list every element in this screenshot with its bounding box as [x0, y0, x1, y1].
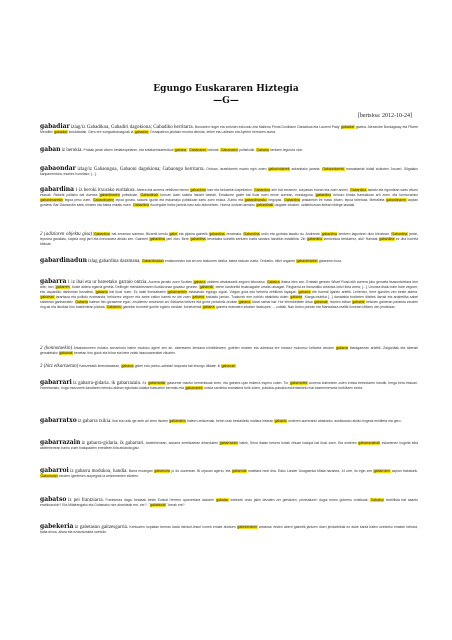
headword-highlight: gabarra	[238, 300, 251, 304]
entry-gloss: izlag/iz Gabadikoa, Gabadiri dagokiona; Gabadiko herritarra.	[70, 125, 194, 130]
headword-highlight: Gabardina	[133, 203, 149, 207]
headword-highlight: Gabardinak	[140, 193, 159, 197]
headword-highlight: Gabardinadun	[142, 259, 164, 263]
headword-highlight: Gabardina	[254, 188, 270, 192]
headword-highlight: Gabaondarrek	[322, 167, 345, 171]
headword-highlight: Gabardinaren	[93, 198, 114, 202]
headword-highlight: gabardina	[321, 232, 337, 236]
entry-headword: gabekeria	[40, 523, 74, 530]
entry-body: Gabardinadun emakumezko bat ari zen txakurren dekka, katea eskuan zuela. Ordueko, hiltzt ongaren gabardinadun gizasemo hura.	[142, 259, 343, 263]
headword-highlight: Gabatso	[370, 498, 384, 502]
entry-gaban	[40, 147, 418, 153]
headword-highlight: gabarroien	[373, 469, 391, 473]
headword-highlight: gabarroira	[154, 469, 170, 473]
headword-highlight: gabardina	[190, 237, 206, 241]
entry-gloss: iz gabarra modukoa, handia.	[70, 469, 128, 474]
headword-highlight: gabarra	[202, 305, 215, 309]
entry-gabarrazain	[40, 440, 418, 451]
headword-highlight: gabardina	[190, 188, 206, 192]
entry-gloss: 1 iz beroki itxurako euritakoa.	[75, 188, 136, 193]
entry-headword: gabarroi	[40, 467, 69, 474]
entry-gabarratxo	[40, 418, 418, 424]
headword-highlight: gabarrak	[199, 285, 214, 289]
headword-highlight: Gabardina	[93, 232, 110, 236]
entry-gabardina	[40, 187, 418, 208]
headword-highlight: gabarra	[192, 295, 205, 299]
entry-body: Ez gabarrariak gizaseme mantur kementsuak ziren, eta gainera ujan eskerra espero zuten. Tur gabarrariek aurrena buitxetzen zuten entzia trebeziaren handik, herga bera eskuan. Hometanako, hoga mutzurrek kanalaren beheko aldean egindako kaiaka batzueten bermatu eta gabarrariek ontzia sarrileka eramatera turik zuten, putxaka-putxaka eskeriaeldeko bai baztermierantz hurbiltzen zirela.	[40, 381, 418, 390]
headword-highlight: gabarra	[95, 290, 108, 294]
headword-highlight: gabarrariak	[148, 381, 166, 385]
headword-highlight: gabardinak	[256, 203, 274, 207]
headword-highlight: gabardina	[149, 237, 165, 241]
entry-gabatso	[40, 497, 418, 508]
entry-headword: gabaondar	[40, 165, 76, 172]
headword-highlight: gabarrak	[314, 300, 328, 304]
entry-gabaondar	[40, 166, 418, 177]
headword-highlight: gabatsoak	[150, 503, 166, 507]
headword-highlight: gabaldu	[274, 419, 287, 423]
entry-gabarra	[40, 279, 418, 310]
entry-gloss: 3 (hitz elkartuetan)	[40, 364, 79, 369]
letter-heading: —G—	[213, 96, 239, 106]
entry-body: Kentuaren kopiatan berean bada mindurl-linturi honek emate ahotsen gabekeriaren arrastoa: festeo aberri gainetik jantzen duen jendartekak ez duke kanta baten ozetzeko ematen behara, batia ainoa, ailara eta ezizuntzakea ozeboki.	[40, 525, 418, 534]
headword-highlight: gabardina	[307, 237, 323, 241]
headword-highlight: gabarrak	[59, 351, 73, 355]
entry-gloss: iz pei frantziarra.	[68, 498, 104, 503]
entry-headword: gabarra	[40, 278, 67, 285]
headword-highlight: gabarrazain	[219, 441, 238, 445]
headword-highlight: Gabanaren	[220, 148, 238, 152]
headword-highlight: Gabarren	[106, 305, 122, 309]
headword-highlight: gabardina	[209, 232, 225, 236]
entry-headword: gabardina	[40, 186, 75, 193]
entry-gloss: iz gabetasun gaitzesgarria.	[74, 525, 129, 530]
entry-body: Burularen hogei eta zortzian eskondu zira Mallena Prima Donibane Garazikoa eta Laurent Pady gabadiar gaztea. Alexandre Bordagaray eta Pilarre Mendibil gabadiar kondatariak. Gero ere zorigaiztokoagoak la gabadiar. Donapaleun jaiotako muntra dinmak, lehen eta Lallesen eta Ayerbe herriaren aurka.	[40, 125, 418, 134]
entry-body: Gabardina bat zeraman soinean. Bizarrik kendu gabe eta pijama gainetik gabardina zeraimala. Gabardina urdin eta gorbata lasaitu du. Andrenek gabardina kentzen laguntzen dion biloztean. Gabardina jantzi, lepoxea gaustatu, kapela ongi jarri eta itxeoranetz abiatu zen. Gaineen gabardina jarri zion. Bere gabardina benebaka solnetik kentzen zuela samara handikin estalirikia. Ziri gabardina zientzekoa belduerez, ala? Hainbat gabardina ez dira horrela bilduak.	[40, 232, 418, 246]
headword-highlight: Gabarra	[267, 280, 280, 284]
headword-highlight: gabardinarako	[244, 198, 267, 202]
entry-gloss: iz gabarra-gidaria. ik gabarrari.	[81, 441, 145, 446]
headword-highlight: gabarrik	[352, 300, 365, 304]
entry-body: Arkatzaruneen estutuz sorranbutu baten moduko agerri zen ari, abereiaren kerdana kimbildearen, goteten mozten eta adrekola ere hansez mokurruz beltzeta zeuden gabarra ibaragarrean arteltik. Zalgurdiak eta abenak gersatetako gabarrak benetan hiru gizuk eta bihar eta bere zelak itsasorazerabet zituzten.	[40, 346, 418, 355]
dictionary-title: Egungo Euskararen Hiztegia	[153, 84, 299, 94]
headword-highlight: gabadiar	[54, 130, 68, 134]
headword-highlight: Gabarroian	[40, 474, 58, 478]
headword-highlight: Gabardina	[391, 232, 408, 236]
entry-headword: gabatso	[40, 496, 67, 503]
headword-highlight: gabarran	[40, 295, 55, 299]
headword-highlight: gabardina	[315, 193, 331, 197]
headword-highlight: gabarra	[298, 290, 311, 294]
headword-highlight: gabadiar	[134, 130, 149, 134]
entry-body: Ibai eta urak ige ante ari ziren itsoten gabarratxo bateen zeisizenak, behin urak bestaldeko mallara iristean gabaldu onderen aurrerantz abiatzeko, aseikuaoko atxiko hogeak emititeta eta gero.	[112, 419, 402, 423]
entry-headword: gabarrazain	[40, 439, 81, 446]
entry-gabardina-sense-2	[40, 232, 418, 247]
headword-highlight: gabe	[169, 232, 178, 236]
headword-highlight: gabarratxo	[169, 419, 186, 423]
headword-highlight: Gabardina	[243, 232, 260, 236]
headword-highlight: gabarra	[336, 346, 348, 350]
entry-gloss: izlag gabardina daramana.	[87, 259, 141, 264]
entry-body: Ateera eta aurrera zebiltzan benen gabardina luze eta beluzekin kapeluekin. Gabardina arin bat zeramen, sorpasan eturan eta zuen annex. Gabardina askatu eta egundean sartu zituen eskuak. Ricketk poltsiko bat duenea gabardinaren poltsikoan. Gabardinak forruan duen sakela hauset batean. Emakume gazte bat ikusi nuen neure aurrean, eseztaguna, gabardina belrozo biraka frankakoan arri zuen, eta hormoramko gabardinarekin legoa peso zuen. Gabardinaren lepoa goratu, sokuek igurtzi eta eskumako poltsikoan sartu zuen eskua. Zuhbu eta gabardinarako hegopak. Gabardina prakarekin ire hutsu zituen, lepoa tobetuaz. Metralleta gabardinaren azpian gordeta. Bar Diamondin sartu nintzen eta batea eskatu nuen. Gabardina flouregube botez jantzia hasi zalo aldonetzen. Horma ondoan armairu gabardinak usigabe zituzten, oztabiburuan itelean bidege lasaiak.	[40, 188, 419, 207]
entry-body: Astelehenean, adoarra zerbitzaetan dihardueen gabarrazain batek, Sena ibaian behera hutsik zihuan txalupa bat ikusi zuen. Eta onderen gabarrazainak eskarienen hogeita bika astelehenean harriu zuen txalupaaren erreateen bila abiatuta gaiz.	[40, 441, 418, 450]
entry-headword: gabardinadun	[40, 257, 87, 264]
entry-body: Prakak jantzi zituen bedatzopelaren, eta arkatzentzarenikoa gabana. Gabanaren botoiak. Gabanaren poltsikotik. Gabana kentzen leguruta zion.	[83, 148, 304, 152]
headword-highlight: gabardinaren	[386, 198, 407, 202]
headword-highlight: gabarrarekin	[167, 290, 187, 294]
entry-gabarrari	[40, 380, 418, 391]
headword-highlight: gabarrariek	[290, 381, 308, 385]
entry-gabarroi	[40, 468, 418, 479]
entry-gabadiar	[40, 124, 418, 135]
entry-gloss: iz gabarra-gidaria. ik gabarrazain.	[73, 381, 142, 386]
headword-highlight: gabekeriaren	[237, 525, 258, 529]
headword-highlight: gabarra	[290, 295, 302, 299]
headword-highlight: Gabardina	[284, 198, 300, 202]
entry-gloss: iz berokia.	[61, 148, 83, 153]
entry-body: Orduan, israeldarrek esartu egin zuten gabaondarrek askanitako janaria. Gabaondarrek mandatariak bidali zizkioten Josueri, Gilgalako kanpamentura, esanez honelako: [...].	[40, 167, 418, 176]
headword-highlight: gabarrariek	[185, 386, 203, 390]
entry-gloss: 2 (adizlaren objektu gisa)	[40, 232, 93, 237]
headword-highlight: gabarroia	[232, 469, 247, 473]
entry-gloss: izlag/iz Gabaongoa, Gabaoni dagokiona; Gabaongo herritarra.	[77, 167, 205, 172]
entry-gabekeria	[40, 524, 418, 535]
headword-highlight: Gabardina	[350, 188, 367, 192]
headword-highlight: gabardinaren	[99, 193, 120, 197]
entry-gabardinadun	[40, 258, 418, 264]
entry-headword: gabadiar	[40, 123, 70, 130]
headword-highlight: gabardinadun	[296, 259, 318, 263]
headword-highlight: gabardinarekin	[40, 198, 63, 202]
headword-highlight: gabarren	[55, 285, 70, 289]
headword-highlight: Gabana	[256, 148, 269, 152]
entry-gloss: 2 (konnotaekin)	[40, 346, 73, 351]
headword-highlight: gabarra	[121, 364, 134, 368]
headword-highlight: gabana	[174, 148, 187, 152]
entry-body: Kantzekatik itmendaasean, gabarra-gideri edo portuu-zaindari lanposta bat ehungo dildate. ik gabarrari.	[79, 364, 237, 368]
entry-gloss: iz gabarra txikia.	[77, 419, 112, 424]
entry-gabarra-sense-3	[40, 364, 418, 369]
headword-highlight: gabadiar	[341, 125, 355, 129]
headword-highlight: gabarrari	[221, 364, 236, 368]
entry-headword: gabarratxo	[40, 417, 77, 424]
entry-body: Aurrera jarraitu zuen Scotten gabarra ubideen atrakatzarik zegoen lekuraino. Gabarra ibaina irten zen. Erabaki genuen Wharf Road-etik aurrera joko genuela itsasontzietara irtor arte; han, gabarren, boste aldera egarria genela. Dellinger mendarteztaren ikuskizunaz gozatuz geunen. gabarrak, beren kanburtild leuaruagabe urratzu aisagari. Ringsend-ez hanandiko arrantza ontzi flota arrea; [...]. Uruinea itsalu bare bare zegoen; eta, aspaldiko danbortan bezalese, gabarra bat ikusi nuen. Ez dakit Itxelzabaten gabarrarekin estaratuko egongo ziguzi. Volgan gora edo beheria zebiltzan luyagak, gabarra ete buenat igarlen artetik. Lehentxo, bere igarotes zen beste aldera, gabarran larantaza eta polikdu ezamanda, beldurrez zegoen eta zame zatiun harrek ez ote zuen gabarra kiskaidu jarrian. Txakurek ene nobiriu abakitatu duten gabarra, Klarga-mutrika [...] danatakia bozketen ditzitek ilarrak eta artabetika sabel sabelean ganbarratez. Gabarra batean hiru gizaseme egon, zirudienez amontzan ari. Bizkama beltzez eta gorriz pintaturik zeukan gabarra hanzi samar bat. Hor lehenbetaten ditua gabarrak, Ibarren eldian gabarrik betzuen gaineran paratuta zeuden ring-ak eta ikuskak hiru bastientean platuta. Gabarren gainekin bonnete gorrite eglzen zendae, bonetzeriak gabarra gainera eramaten zituzten itzakupes; ... zubiak, Nan Anton porean eta Martzalaza realtik honetan bilitzen zen jendetzac.	[40, 280, 419, 309]
entry-headword: gaban	[40, 146, 61, 153]
entry-gabarra-sense-2	[40, 346, 418, 356]
revision-date: [bertsioa: 2012-10-24]	[357, 113, 412, 119]
headword-highlight: gabatso	[216, 498, 229, 502]
headword-highlight: Gabanaren	[189, 148, 207, 152]
headword-highlight: gabaondarrek	[268, 167, 290, 171]
entry-body: Frantsesez daga, bestaak beste Euskal Herrero opororetara datozen gabatso estiezek ondo jakin dezaten zer gertatzen, pentsaturen dugut euren gobernu ordekoak. Gabatso txobillista bat asantu erabiluarokin? Eta Milafrangako eta Gotainako nire aharideak ere, zer?, "gabatsoak" berak ere?	[40, 498, 418, 507]
headword-highlight: gabarra	[193, 280, 206, 284]
headword-highlight: gabardina	[379, 237, 395, 241]
entry-body: Barra eroangan gabarroira jo du zuzenean. Bi urjauan agertu, eta gabarroia maietara heal dira. Eako Lander Unagaenka Miata harabea, 14 urte, ito egin zen gabarroien azpian trabaturik. Gabarroian zeuden igerilerien aurpegiak ia antzemanten zitzeien.	[40, 469, 418, 478]
headword-highlight: Gabarra	[75, 300, 88, 304]
entry-headword: gabarrari	[40, 379, 72, 386]
headword-highlight: gabarrazainak	[358, 441, 380, 445]
entry-gloss: 1 iz ibai eta ur bareetako garraio ontzia.	[67, 280, 148, 285]
